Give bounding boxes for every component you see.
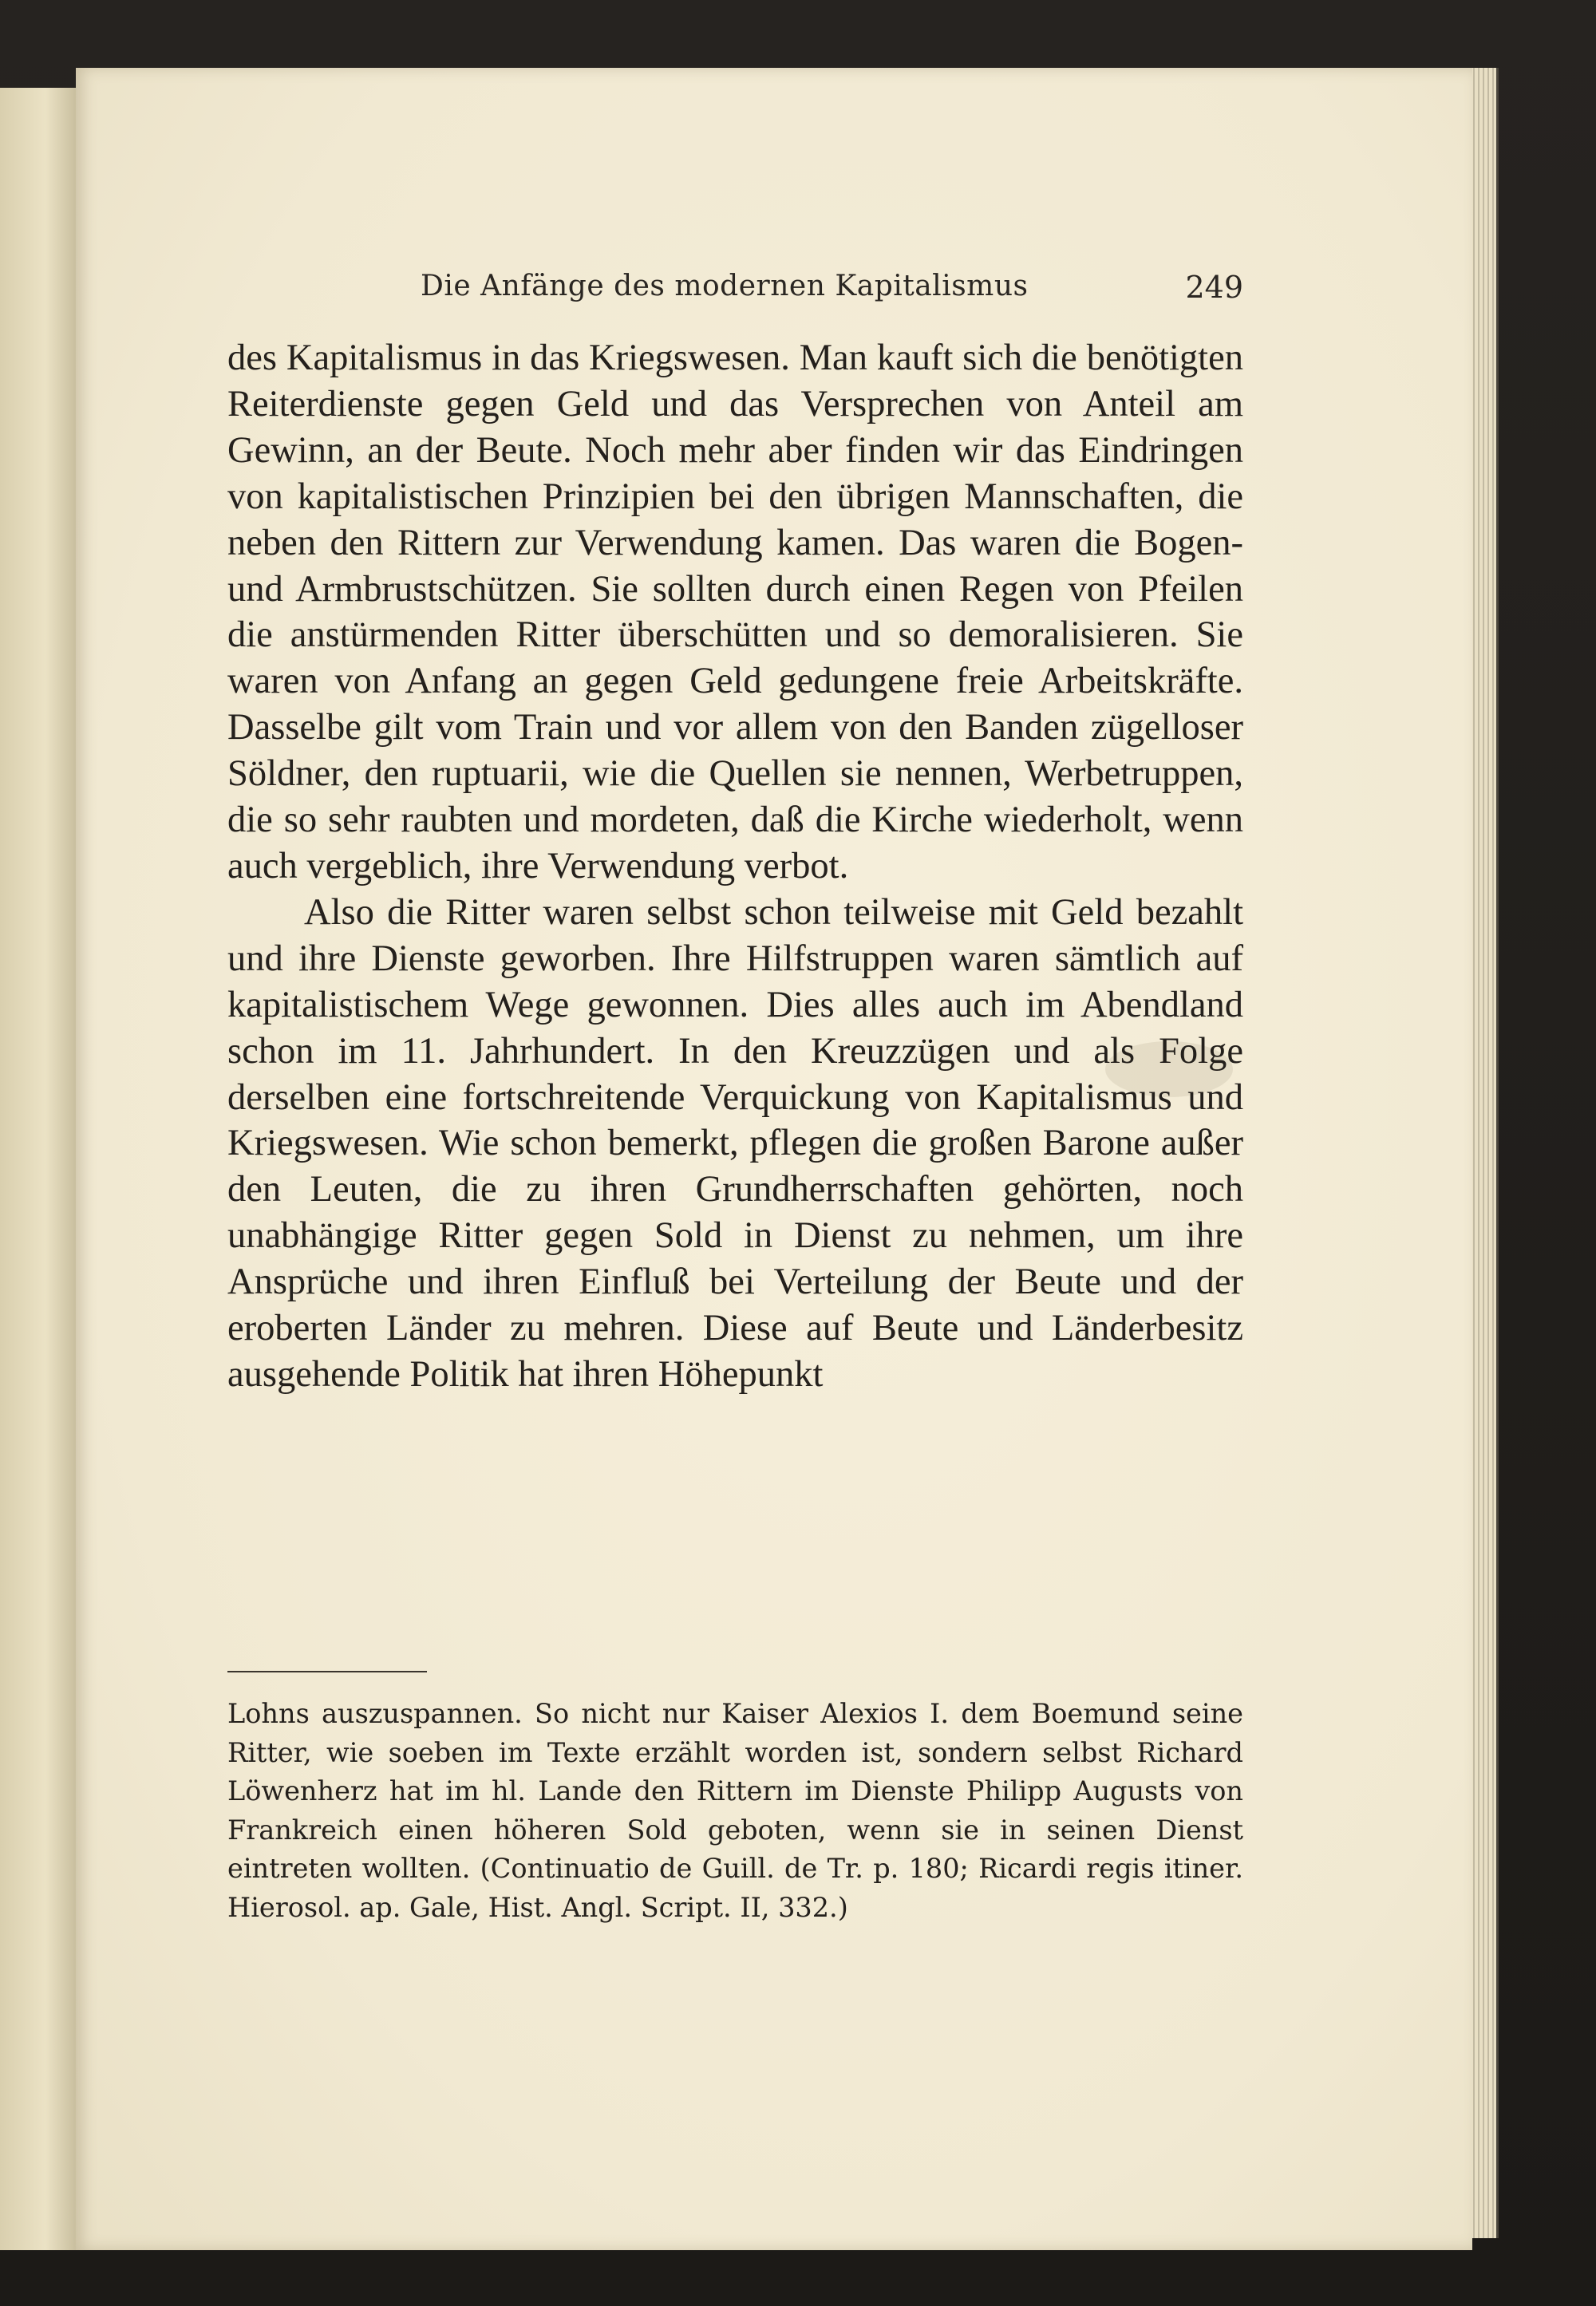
footnote: Lohns auszuspannen. So nicht nur Kaiser Alexios I. dem Boemund seine Ritter, wie soeben im Texte erzählt worden ist, sondern selbst Richard Löwenherz hat im hl. Lande den Rittern im Dienste Philipp Augusts von Frankreich einen höheren Sold geboten, wenn sie in seinen Dienst eintreten wollten. (Continuatio de Guill. de Tr. p. 180; Ricardi regis itiner. Hierosol. ap. Gale, Hist. Angl. Script. II, 332.) [227,1698,1243,1923]
paragraph-1: des Kapitalismus in das Kriegswesen. Man kauft sich die benötigten Reiterdienste gegen Geld und das Versprechen von Anteil am Gewinn, an der Beute. Noch mehr aber finden wir das Eindringen von kapitalistischen Prinzipien bei den übrigen Mannschaften, die neben den Rittern zur Verwendung kamen. Das waren die Bogen- und Armbrustschützen. Sie sollten durch einen Regen von Pfeilen die anstürmenden Ritter überschütten und so demoralisieren. Sie waren von Anfang an gegen Geld gedungene freie Arbeitskräfte. Dasselbe gilt vom Train und vor allem von den Banden zügelloser Söldner, den ruptuarii, wie die Quellen sie nennen, Werbetruppen, die so sehr raubten und mordeten, daß die Kirche wiederholt, wenn auch vergeblich, ihre Verwendung verbot. [227,338,1243,886]
left-page-edge [0,88,77,2250]
running-header [329,270,1243,310]
main-text [227,335,1243,1398]
page-number: 249 [1185,270,1243,305]
running-title: Die Anfänge des modernen Kapitalismus [421,270,1029,302]
paragraph-2: Also die Ritter waren selbst schon teilweise mit Geld bezahlt und ihre Dienste geworben. Ihre Hilfstruppen waren sämtlich auf kapitalistischem Wege gewonnen. Dies alles auch im Abendland schon im 11. Jahrhundert. In den Kreuzzügen und als Folge derselben eine fortschreitende Verquickung von Kapitalismus und Kriegswesen. Wie schon bemerkt, pflegen die großen Barone außer den Leuten, die zu ihren Grundherrschaften gehörten, noch unabhängige Ritter gegen Sold in Dienst zu nehmen, um ihre Ansprüche und ihren Einfluß bei Verteilung der Beute und der eroberten Länder zu mehren. Diese auf Beute und Länderbesitz ausgehende Politik hat ihren Höhepunkt [227,891,1243,1395]
footnote-separator [227,1671,427,1672]
